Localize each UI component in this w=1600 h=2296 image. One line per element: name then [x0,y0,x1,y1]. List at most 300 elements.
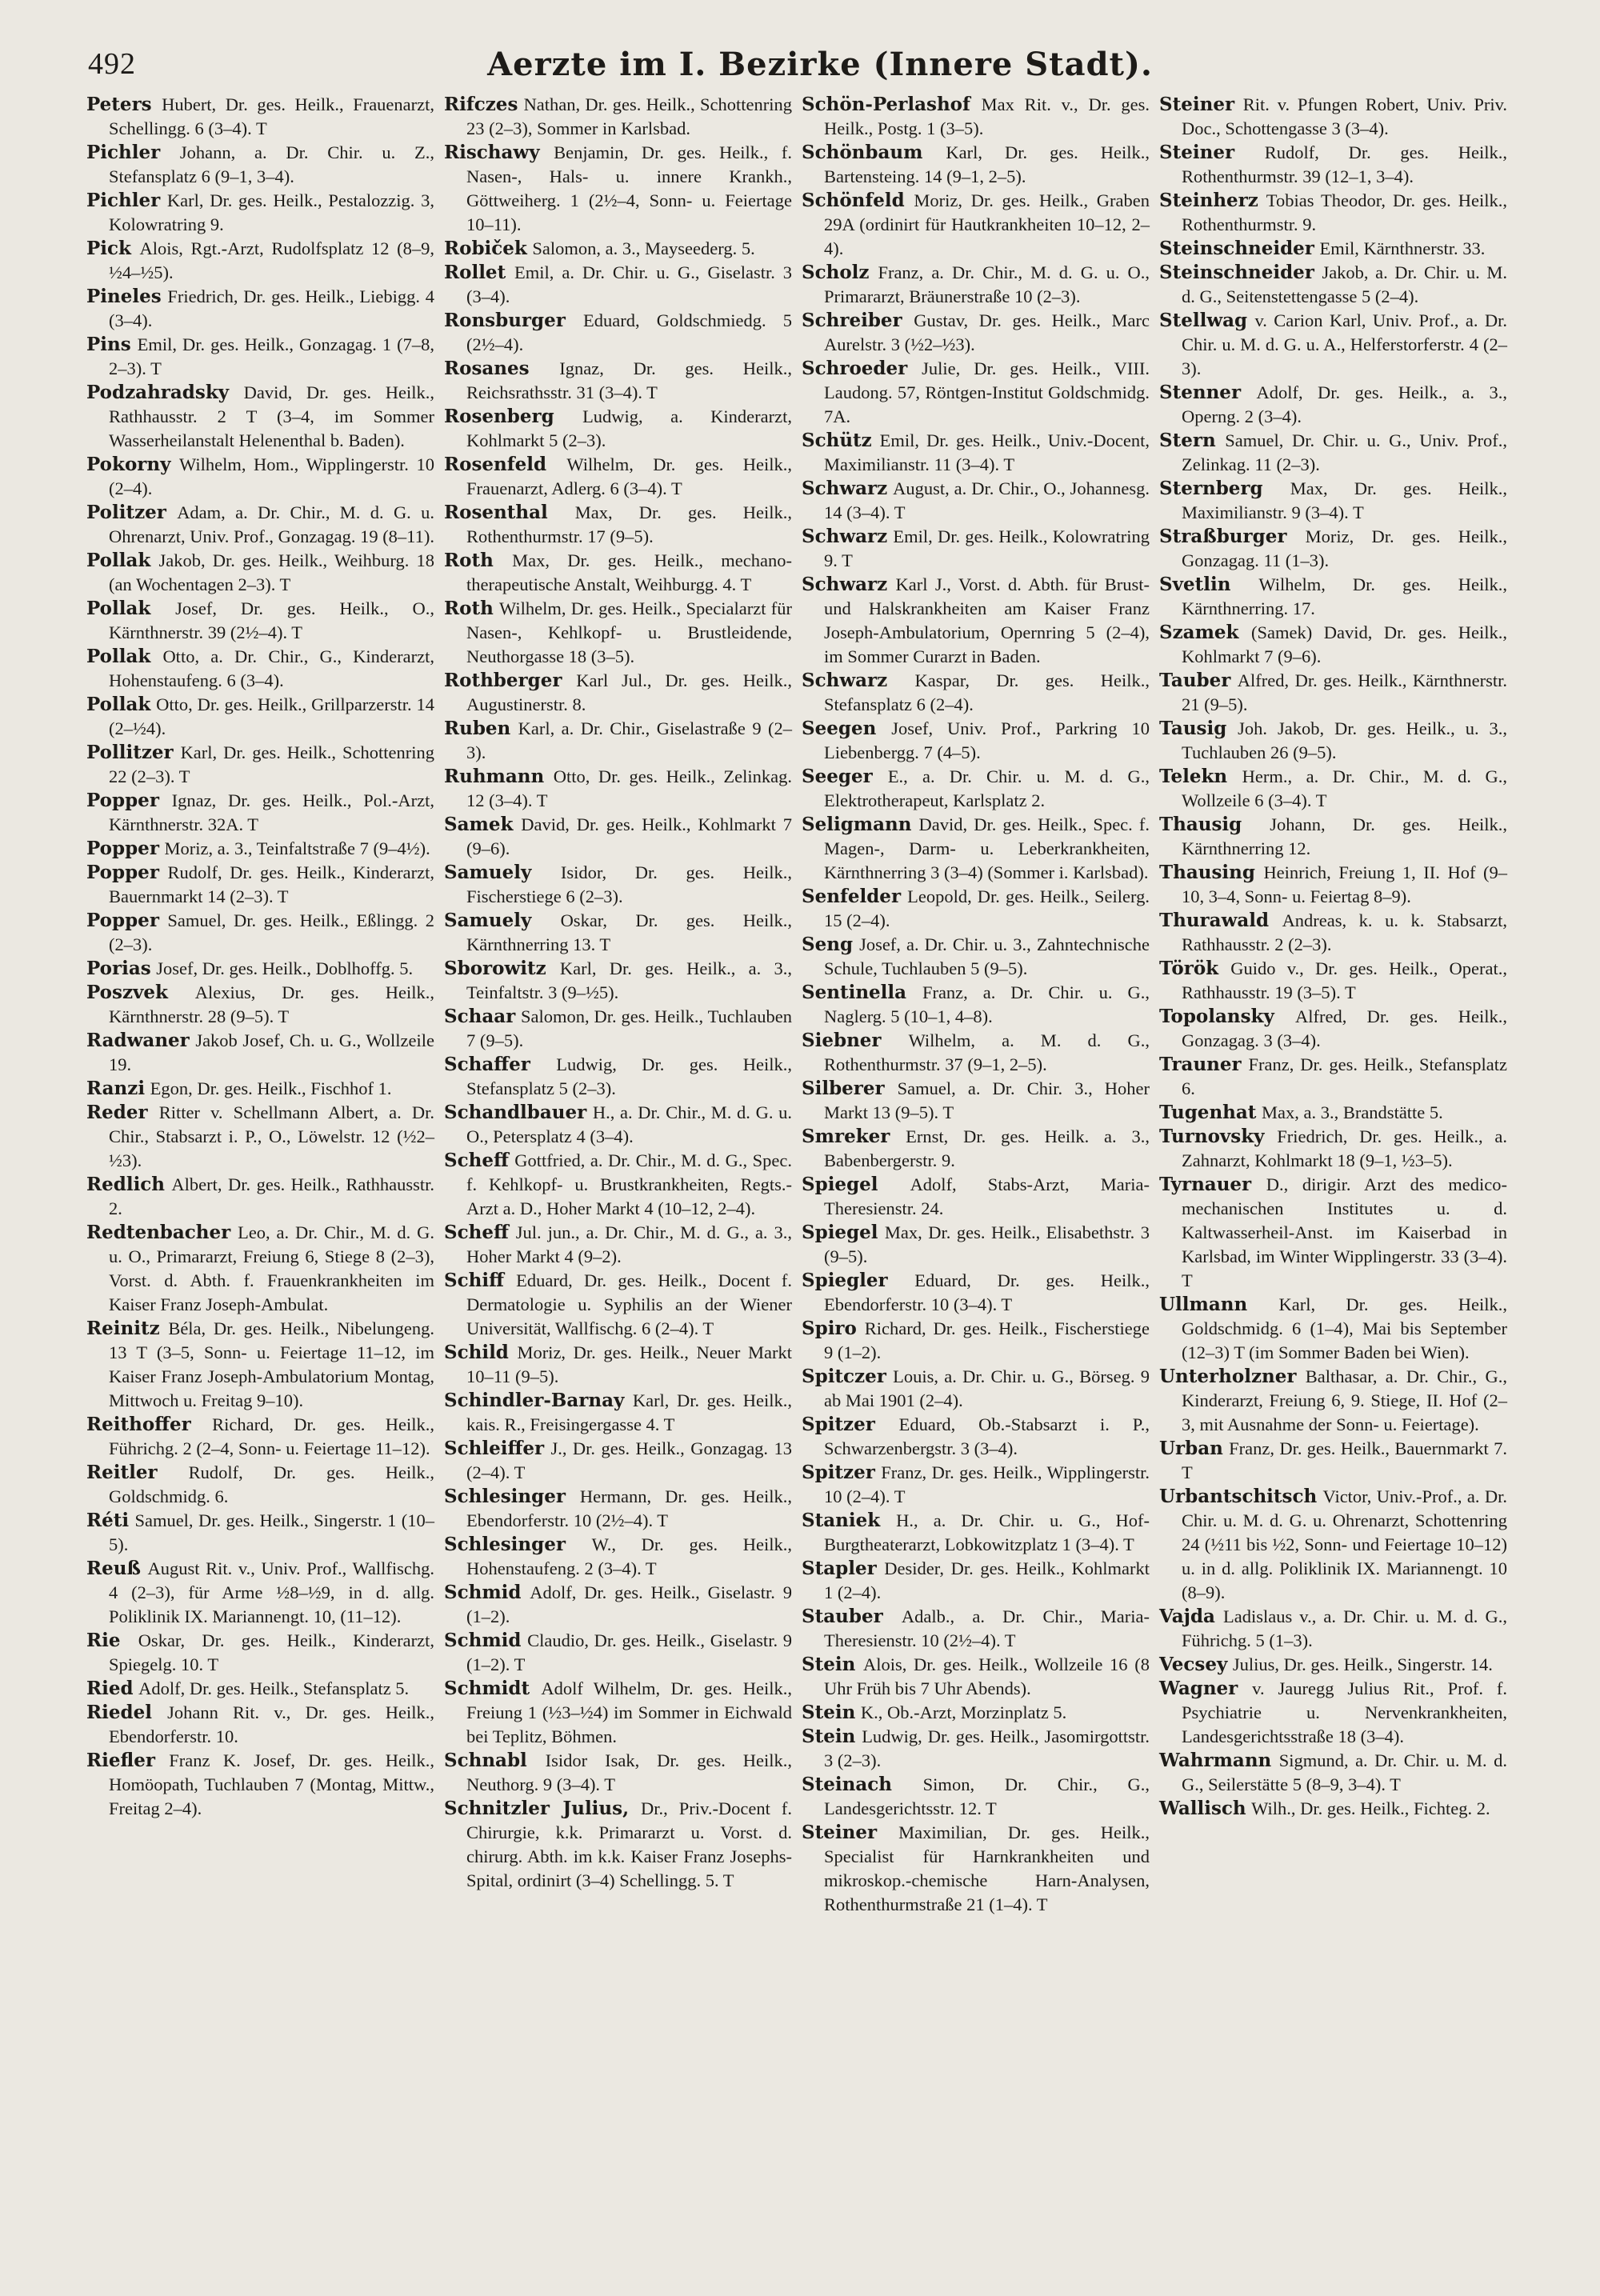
physician-name: Seng [802,934,854,955]
physician-details: Friedrich, Dr. ges. Heilk., a. Zahnarzt, Kohlmarkt 18 (9–1, ½3–5). [1182,1126,1508,1170]
physician-name: Wagner [1159,1678,1238,1699]
physician-name: Schreiber [802,310,902,331]
physician-name: Tyrnauer [1159,1174,1252,1195]
physician-name: Seeger [802,766,873,787]
physician-details: Jakob Josef, Ch. u. G., Wollzeile 19. [109,1030,435,1074]
directory-entry [1159,261,1507,309]
physician-name: Urbantschitsch [1159,1486,1318,1507]
physician-details: Sigmund, a. Dr. Chir. u. M. d. G., Seilerstätte 5 (8–9, 3–4). T [1182,1750,1508,1794]
physician-name: Thausig [1159,814,1242,835]
physician-name: Ronsburger [444,310,566,331]
physician-name: Stein [802,1702,856,1723]
directory-entry [444,1581,792,1629]
physician-details: Moriz, Dr. ges. Heilk., Neuer Markt 10–11 (9–5). [466,1342,793,1386]
physician-details: Egon, Dr. ges. Heilk., Fischhof 1. [150,1078,392,1098]
physician-details: v. Jauregg Julius Rit., Prof. f. Psychiatrie u. Nervenkrankheiten, Landesgerichtsstraße 18 (3–4). [1182,1678,1507,1746]
physician-name: Senfelder [802,886,902,907]
physician-details: Wilh., Dr. ges. Heilk., Fichteg. 2. [1251,1798,1490,1818]
physician-details: Karl J., Vorst. d. Abth. für Brust- und Halskrankheiten am Kaiser Franz Joseph-Ambulatorium, Opernring 5 (2–4), im Sommer Curarzt in Baden. [824,574,1150,666]
directory-entry [86,861,434,909]
physician-name: Schaar [444,1006,516,1027]
physician-details: Franz K. Josef, Dr. ges. Heilk., Homöopath, Tuchlauben 7 (Montag, Mittw., Freitag 2–4). [109,1750,434,1818]
physician-details: Franz, Dr. ges. Heilk., Stefansplatz 6. [1182,1054,1507,1098]
physician-details: Adolf, Dr. ges. Heilk., Stefansplatz 5. [138,1678,410,1698]
physician-name: Sborowitz [444,958,546,979]
physician-name: Scholz [802,262,870,283]
physician-name: Spitzer [802,1414,875,1435]
directory-entry [802,261,1150,309]
physician-details: Franz, a. Dr. Chir., M. d. G. u. O., Primararzt, Bräunerstraße 10 (2–3). [824,262,1150,306]
physician-details: Rudolf, Dr. ges. Heilk., Goldschmidg. 6. [109,1462,435,1506]
physician-name: Vecsey [1159,1654,1228,1675]
physician-details: Ernst, Dr. ges. Heilk. a. 3., Babenbergerstr. 9. [824,1126,1150,1170]
physician-name: Schmid [444,1630,522,1651]
physician-name: Thausing [1159,862,1255,883]
physician-name: Schnitzler Julius, [444,1798,630,1819]
directory-entry [444,1149,792,1221]
physician-details: Dr., Priv.-Docent f. Chirurgie, k.k. Primararzt u. Vorst. d. chirurg. Abth. im k.k. Kaiser Franz Josephs-Spital, ordinirt (3–4) Schellingg. 5. T [466,1798,793,1890]
physician-details: Oskar, Dr. ges. Heilk., Kinderarzt, Spiegelg. 10. T [109,1630,434,1674]
physician-details: Franz, a. Dr. Chir. u. G., Naglerg. 5 (10–1, 4–8). [824,982,1150,1026]
directory-entry [1159,525,1507,573]
physician-name: Steinschneider [1159,238,1314,259]
directory-entry [1159,477,1507,525]
directory-entry [86,93,434,141]
physician-name: Schlesinger [444,1486,566,1507]
directory-entry [1159,1437,1507,1485]
directory-entry [802,1701,1150,1725]
directory-entry [86,957,434,981]
physician-name: Roth [444,550,494,571]
physician-name: Szamek [1159,622,1239,643]
physician-details: Hermann, Dr. ges. Heilk., Ebendorferstr. 10 (2½–4). T [466,1486,792,1530]
physician-details: Victor, Univ.-Prof., a. Dr. Chir. u. M. d. G. u. Ohrenarzt, Schottenring 24 (½11 bis ½2, Sonn- und Feiertage 10–12) u. in d. allg. Poliklinik IX. Mariannengt. 10 (8–9). [1182,1486,1507,1602]
physician-name: Schiff [444,1270,504,1291]
physician-name: Rosenfeld [444,454,547,475]
directory-entry [802,717,1150,765]
physician-details: Karl, Dr. ges. Heilk., Bartensteing. 14 (9–1, 2–5). [824,142,1150,186]
physician-details: Eduard, Ob.-Stabsarzt i. P., Schwarzenbergstr. 3 (3–4). [824,1414,1150,1458]
physician-details: Tobias Theodor, Dr. ges. Heilk., Rothenthurmstr. 9. [1182,190,1507,234]
physician-name: Stauber [802,1606,883,1627]
physician-name: Radwaner [86,1030,190,1051]
physician-details: Otto, Dr. ges. Heilk., Grillparzerstr. 14 (2–½4). [109,694,434,738]
directory-entry [802,1773,1150,1821]
physician-name: Schandlbauer [444,1102,587,1123]
physician-details: Otto, a. Dr. Chir., G., Kinderarzt, Hohenstaufeng. 6 (3–4). [109,646,434,690]
physician-details: Isidor Isak, Dr. ges. Heilk., Neuthorg. 9 (3–4). T [466,1750,793,1794]
physician-details: K., Ob.-Arzt, Morzinplatz 5. [860,1702,1067,1722]
physician-details: H., a. Dr. Chir. u. G., Hof-Burgtheaterarzt, Lobkowitzplatz 1 (3–4). T [824,1510,1150,1554]
physician-name: Samuely [444,910,532,931]
physician-name: Rischawy [444,142,540,163]
directory-entry [802,525,1150,573]
physician-name: Steiner [1159,94,1235,115]
physician-name: Spiegel [802,1222,878,1243]
directory-entry [802,1461,1150,1509]
physician-details: Salomon, a. 3., Mayseederg. 5. [532,238,755,258]
directory-entry [1159,621,1507,669]
physician-details: J., Dr. ges. Heilk., Gonzagag. 13 (2–4). T [466,1438,792,1482]
directory-entry [802,357,1150,429]
directory-entry [1159,1053,1507,1101]
physician-name: Schindler-Barnay [444,1390,625,1411]
physician-details: Rit. v. Pfungen Robert, Univ. Priv. Doc., Schottengasse 3 (3–4). [1182,94,1507,138]
physician-name: Scheff [444,1150,509,1171]
directory-entry [444,93,792,141]
physician-name: Rie [86,1630,121,1651]
physician-name: Stein [802,1654,856,1675]
physician-name: Steinherz [1159,190,1258,211]
physician-details: Alexius, Dr. ges. Heilk., Kärnthnerstr. 28 (9–5). T [109,982,434,1026]
physician-name: Steinach [802,1774,892,1795]
physician-details: Friedrich, Dr. ges. Heilk., Liebigg. 4 (3–4). [109,286,434,330]
physician-details: Louis, a. Dr. Chir. u. G., Börseg. 9 ab Mai 1901 (2–4). [824,1366,1150,1410]
directory-entry [444,1485,792,1533]
directory-entry [86,1101,434,1173]
physician-name: Popper [86,910,159,931]
physician-name: Vajda [1159,1606,1215,1627]
directory-entry [86,1749,434,1821]
physician-name: Pokorny [86,454,171,475]
physician-name: Popper [86,790,159,811]
physician-details: Adalb., a. Dr. Chir., Maria-Theresienstr. 10 (2½–4). T [824,1606,1150,1650]
physician-name: Schwarz [802,670,888,691]
directory-entry [86,1317,434,1413]
physician-name: Reinitz [86,1318,160,1339]
directory-entry [86,1221,434,1317]
physician-name: Stapler [802,1558,877,1579]
physician-details: Emil, Kärnthnerstr. 33. [1319,238,1486,258]
physician-details: Adam, a. Dr. Chir., M. d. G. u. Ohrenarzt, Univ. Prof., Gonzagag. 19 (8–11). [109,502,435,546]
directory-entry [86,1677,434,1701]
directory-entry [1159,813,1507,861]
physician-name: Reder [86,1102,148,1123]
directory-entry [86,597,434,645]
directory-entry [1159,1653,1507,1677]
directory-entry [444,717,792,765]
directory-entry [444,1389,792,1437]
physician-details: Adolf, Dr. ges. Heilk., a. 3., Operng. 2 (3–4). [1182,382,1507,426]
directory-entry [444,909,792,957]
physician-name: Riefler [86,1750,155,1771]
physician-details: Julie, Dr. ges. Heilk., VIII. Laudong. 57, Röntgen-Institut Goldschmidg. 7A. [824,358,1150,426]
directory-entry [444,765,792,813]
physician-name: Steinschneider [1159,262,1314,283]
directory-entry [86,453,434,501]
physician-name: Popper [86,862,159,883]
physician-details: Eduard, Dr. ges. Heilk., Docent f. Dermatologie u. Syphilis an der Wiener Universität, Wallfischg. 6 (2–4). T [466,1270,793,1338]
physician-name: Reuß [86,1558,141,1579]
directory-entry [444,1749,792,1797]
directory-entry [802,189,1150,261]
physician-details: Franz, Dr. ges. Heilk., Wipplingerstr. 10 (2–4). T [824,1462,1150,1506]
physician-name: Pineles [86,286,162,307]
directory-entry [1159,381,1507,429]
directory-entry [1159,1293,1507,1365]
physician-name: Poszvek [86,982,168,1003]
physician-details: Ludwig, Dr. ges. Heilk., Jasomirgottstr. 3 (2–3). [824,1726,1150,1770]
physician-details: Max Rit. v., Dr. ges. Heilk., Postg. 1 (3–5). [824,94,1150,138]
physician-details: Adolf Wilhelm, Dr. ges. Heilk., Freiung 1 (½3–½4) im Sommer in Eichwald bei Teplitz, Böhmen. [466,1678,793,1746]
column-1 [86,93,434,1917]
physician-name: Pollak [86,646,151,667]
directory-entry [802,669,1150,717]
directory-entry [86,741,434,789]
physician-name: Wallisch [1159,1798,1246,1819]
physician-details: Max, Dr. ges. Heilk., mechano-therapeutische Anstalt, Weihburgg. 4. T [466,550,792,594]
physician-details: Alfred, Dr. ges. Heilk., Gonzagag. 3 (3–4). [1182,1006,1508,1050]
physician-details: Emil, Dr. ges. Heilk., Univ.-Docent, Maximilianstr. 11 (3–4). T [824,430,1150,474]
physician-name: Urban [1159,1438,1223,1459]
physician-name: Trauner [1159,1054,1242,1075]
directory-entry [802,981,1150,1029]
directory-entry [86,645,434,693]
directory-entry [444,597,792,669]
physician-name: Rosanes [444,358,530,379]
physician-name: Steiner [1159,142,1235,163]
physician-details: Karl, a. Dr. Chir., Giselastraße 9 (2–3). [466,718,793,762]
physician-name: Ruben [444,718,511,739]
physician-name: Schwarz [802,574,888,595]
physician-name: Porias [86,958,151,979]
physician-details: Jakob, a. Dr. Chir. u. M. d. G., Seitenstettengasse 5 (2–4). [1182,262,1508,306]
directory-entry [1159,765,1507,813]
physician-details: Max, a. 3., Brandstätte 5. [1261,1102,1443,1122]
directory-entry [444,1221,792,1269]
physician-details: Wilhelm, a. M. d. G., Rothenthurmstr. 37 (9–1, 2–5). [824,1030,1150,1074]
physician-details: Max, Dr. ges. Heilk., Maximilianstr. 9 (3–4). T [1182,478,1507,522]
directory-entry [1159,1005,1507,1053]
column-4 [1159,93,1507,1917]
physician-details: v. Carion Karl, Univ. Prof., a. Dr. Chir. u. M. d. G. u. A., Helferstorferstr. 4 (2–3). [1182,310,1508,378]
physician-details: Josef, Univ. Prof., Parkring 10 Liebenbergg. 7 (4–5). [824,718,1150,762]
physician-name: Scheff [444,1222,509,1243]
physician-details: Albert, Dr. ges. Heilk., Rathhausstr. 2. [109,1174,434,1218]
directory-entry [444,501,792,549]
physician-details: Benjamin, Dr. ges. Heilk., f. Nasen-, Hals- u. innere Krankh., Göttweiherg. 1 (2½–4, Sonn- u. Feiertage 10–11). [466,142,792,234]
physician-name: Schnabl [444,1750,527,1771]
physician-name: Sternberg [1159,478,1263,499]
physician-name: Robiček [444,238,527,259]
directory-entry [86,237,434,285]
directory-entry [802,1605,1150,1653]
physician-name: Pick [86,238,131,259]
physician-details: Johann, Dr. ges. Heilk., Kärnthnerring 12. [1182,814,1507,858]
directory-entry [1159,141,1507,189]
physician-name: Thurawald [1159,910,1270,931]
physician-details: Johann Rit. v., Dr. ges. Heilk., Ebendorferstr. 10. [109,1702,435,1746]
directory-entry [802,1365,1150,1413]
physician-details: Herm., a. Dr. Chir., M. d. G., Wollzeile 6 (3–4). T [1182,766,1507,810]
directory-entry [802,141,1150,189]
directory-entry [86,1173,434,1221]
physician-details: Wilhelm, Hom., Wipplingerstr. 10 (2–4). [109,454,435,498]
physician-details: Isidor, Dr. ges. Heilk., Fischerstiege 6 (2–3). [466,862,792,906]
directory-entry [1159,1797,1507,1821]
directory-entry [444,357,792,405]
physician-details: August Rit. v., Univ. Prof., Wallfischg. 4 (2–3), für Arme ½8–½9, in d. allg. Poliklinik IX. Mariannengt. 10, (11–12). [109,1558,434,1626]
directory-entry [1159,1485,1507,1605]
physician-name: Tausig [1159,718,1227,739]
physician-details: Salomon, Dr. ges. Heilk., Tuchlauben 7 (9–5). [466,1006,792,1050]
physician-name: Spitzer [802,1462,875,1483]
physician-name: Ried [86,1678,134,1699]
directory-entry [1159,957,1507,1005]
directory-entry [802,1173,1150,1221]
directory-entry [444,141,792,237]
physician-name: Pollak [86,598,151,619]
physician-details: Maximilian, Dr. ges. Heilk., Specialist für Harnkrankheiten und mikroskop.-chemische Harn-Analysen, Rothenthurmstraße 21 (1–4). T [824,1822,1150,1914]
physician-name: Schleiffer [444,1438,545,1459]
directory-entry [444,237,792,261]
physician-details: David, Dr. ges. Heilk., Spec. f. Magen-, Darm- u. Leberkrankheiten, Kärnthnerring 3 (3–4) (Sommer i. Karlsbad). [824,814,1150,882]
directory-entry [444,1053,792,1101]
physician-name: Schönbaum [802,142,923,163]
physician-details: Alois, Rgt.-Arzt, Rudolfsplatz 12 (8–9, ½4–½5). [109,238,434,282]
physician-details: Samuel, Dr. ges. Heilk., Singerstr. 1 (10–5). [109,1510,435,1554]
physician-details: Rudolf, Dr. ges. Heilk., Rothenthurmstr. 39 (12–1, 3–4). [1182,142,1508,186]
directory-entry [444,669,792,717]
physician-details: Josef, Dr. ges. Heilk., Doblhoffg. 5. [156,958,414,978]
directory-entry [86,1413,434,1461]
physician-name: Rifczes [444,94,518,115]
physician-name: Seligmann [802,814,912,835]
physician-details: Balthasar, a. Dr. Chir., G., Kinderarzt, Freiung 6, 9. Stiege, II. Hof (2–3, mit Ausnahme der Sonn- u. Feiertage). [1182,1366,1507,1434]
physician-name: Török [1159,958,1219,979]
physician-name: Svetlin [1159,574,1231,595]
physician-name: Stein [802,1726,856,1747]
physician-details: Béla, Dr. ges. Heilk., Nibelungeng. 13 T (3–5, Sonn- u. Feiertage 11–12, im Kaiser Franz Joseph-Ambulatorium Montag, Mittwoch u. Freitag 9–10). [109,1318,434,1410]
physician-details: Otto, Dr. ges. Heilk., Zelinkag. 12 (3–4). T [466,766,793,810]
physician-name: Schlesinger [444,1534,566,1555]
physician-details: Jul. jun., a. Dr. Chir., M. d. G., a. 3., Hoher Markt 4 (9–2). [466,1222,793,1266]
physician-details: Emil, a. Dr. Chir. u. G., Giselastr. 3 (3–4). [466,262,793,306]
physician-details: (Samek) David, Dr. ges. Heilk., Kohlmarkt 7 (9–6). [1182,622,1507,666]
directory-entry [1159,1101,1507,1125]
physician-details: Julius, Dr. ges. Heilk., Singerstr. 14. [1232,1654,1493,1674]
physician-name: Riedel [86,1702,152,1723]
physician-name: Redtenbacher [86,1222,231,1243]
physician-details: David, Dr. ges. Heilk., Kohlmarkt 7 (9–6). [466,814,792,858]
physician-details: Samuel, Dr. ges. Heilk., Eßlingg. 2 (2–3). [109,910,435,954]
physician-details: Johann, a. Dr. Chir. u. Z., Stefansplatz 6 (9–1, 3–4). [109,142,435,186]
directory-entry [86,1029,434,1077]
physician-name: Schaffer [444,1054,530,1075]
directory-entry [86,1509,434,1557]
directory-entry [802,1317,1150,1365]
directory-entry [86,1701,434,1749]
physician-name: Pins [86,334,131,355]
directory-entry [444,1437,792,1485]
directory-entry [86,1461,434,1509]
directory-entry [802,1077,1150,1125]
column-3 [802,93,1150,1917]
physician-details: Nathan, Dr. ges. Heilk., Schottenring 23 (2–3), Sommer in Karlsbad. [466,94,793,138]
directory-entry [444,1629,792,1677]
physician-details: Josef, Dr. ges. Heilk., O., Kärnthnerstr. 39 (2½–4). T [109,598,434,642]
physician-name: Spiegler [802,1270,888,1291]
physician-details: Joh. Jakob, Dr. ges. Heilk., u. 3., Tuchlauben 26 (9–5). [1182,718,1508,762]
physician-details: Max, Dr. ges. Heilk., Rothenthurmstr. 17 (9–5). [466,502,792,546]
physician-details: David, Dr. ges. Heilk., Rathhausstr. 2 T (3–4, im Sommer Wasserheilanstalt Helenenthal b. Baden). [109,382,435,450]
directory-entry [444,1677,792,1749]
directory-entry [802,477,1150,525]
physician-name: Stellwag [1159,310,1248,331]
physician-details: Karl Jul., Dr. ges. Heilk., Augustinerstr. 8. [466,670,792,714]
physician-details: Karl, Dr. ges. Heilk., a. 3., Teinfaltstr. 3 (9–½5). [466,958,792,1002]
directory-entry [802,309,1150,357]
physician-details: August, a. Dr. Chir., O., Johannesg. 14 (3–4). T [824,478,1150,522]
directory-entry [86,333,434,381]
physician-details: Ignaz, Dr. ges. Heilk., Pol.-Arzt, Kärnthnerstr. 32A. T [109,790,434,834]
directory-entry [86,549,434,597]
physician-name: Peters [86,94,152,115]
physician-details: Richard, Dr. ges. Heilk., Fischerstiege 9 (1–2). [824,1318,1150,1362]
directory-entry [1159,909,1507,957]
physician-details: Desider, Dr. ges. Heilk., Kohlmarkt 1 (2–4). [824,1558,1150,1602]
physician-details: Ignaz, Dr. ges. Heilk., Reichsrathsstr. 31 (3–4). T [466,358,792,402]
physician-name: Politzer [86,502,166,523]
directory-entry [86,1077,434,1101]
physician-details: W., Dr. ges. Heilk., Hohenstaufeng. 2 (3–4). T [466,1534,793,1578]
physician-details: E., a. Dr. Chir. u. M. d. G., Elektrotherapeut, Karlsplatz 2. [824,766,1150,810]
physician-details: Ludwig, a. Kinderarzt, Kohlmarkt 5 (2–3). [466,406,792,450]
directory-entry [802,93,1150,141]
physician-details: Karl, Dr. ges. Heilk., Pestalozzig. 3, Kolowratring 9. [109,190,434,234]
physician-name: Pollak [86,694,151,715]
physician-name: Rothberger [444,670,562,691]
physician-details: Wilhelm, Dr. ges. Heilk., Frauenarzt, Adlerg. 6 (3–4). T [466,454,793,498]
directory-entry [86,141,434,189]
physician-name: Roth [444,598,494,619]
physician-name: Rosenberg [444,406,554,427]
physician-name: Wahrmann [1159,1750,1272,1771]
physician-details: Kaspar, Dr. ges. Heilk., Stefansplatz 6 (2–4). [824,670,1150,714]
directory-entry [444,1341,792,1389]
physician-details: Karl, Dr. ges. Heilk., kais. R., Freisingergasse 4. T [466,1390,792,1434]
directory-entry [802,813,1150,885]
physician-name: Pollak [86,550,151,571]
physician-details: D., dirigir. Arzt des medico-mechanischen Institutes u. d. Kaltwasserheil-Anst. im Kaiserbad in Karlsbad, im Winter Wipplingerstr. 33 (3–4). T [1182,1174,1507,1290]
physician-name: Telekn [1159,766,1228,787]
physician-details: Ritter v. Schellmann Albert, a. Dr. Chir., Stabsarzt i. P., O., Löwelstr. 12 (½2–½3). [109,1102,435,1170]
physician-name: Topolansky [1159,1006,1274,1027]
physician-details: Richard, Dr. ges. Heilk., Führichg. 2 (2–4, Sonn- u. Feiertage 11–12). [109,1414,434,1458]
physician-details: Emil, Dr. ges. Heilk., Gonzagag. 1 (7–8, 2–3). T [109,334,434,378]
physician-name: Schild [444,1342,509,1363]
physician-name: Tugenhat [1159,1102,1257,1123]
directory-entry [444,549,792,597]
directory-entry [444,309,792,357]
physician-details: Wilhelm, Dr. ges. Heilk., Kärnthnerring. 17. [1182,574,1508,618]
physician-details: Simon, Dr. Chir., G., Landesgerichtsstr. 12. T [824,1774,1150,1818]
physician-details: Alfred, Dr. ges. Heilk., Kärnthnerstr. 21 (9–5). [1182,670,1508,714]
physician-name: Pichler [86,142,161,163]
physician-name: Schwarz [802,478,888,499]
physician-details: Franz, Dr. ges. Heilk., Bauernmarkt 7. T [1182,1438,1508,1482]
physician-details: Leopold, Dr. ges. Heilk., Seilerg. 15 (2–4). [824,886,1150,930]
directory-entry [444,405,792,453]
directory-entry [86,837,434,861]
directory-entry [1159,1365,1507,1437]
physician-details: Gottfried, a. Dr. Chir., M. d. G., Spec. f. Kehlkopf- u. Brustkrankheiten, Regts.-Arzt a. D., Hoher Markt 4 (10–12, 2–4). [466,1150,792,1218]
directory-entry [444,957,792,1005]
physician-name: Stern [1159,430,1216,451]
directory-entry [802,1509,1150,1557]
physician-name: Schön-Perlashof [802,94,970,115]
physician-name: Seegen [802,718,877,739]
